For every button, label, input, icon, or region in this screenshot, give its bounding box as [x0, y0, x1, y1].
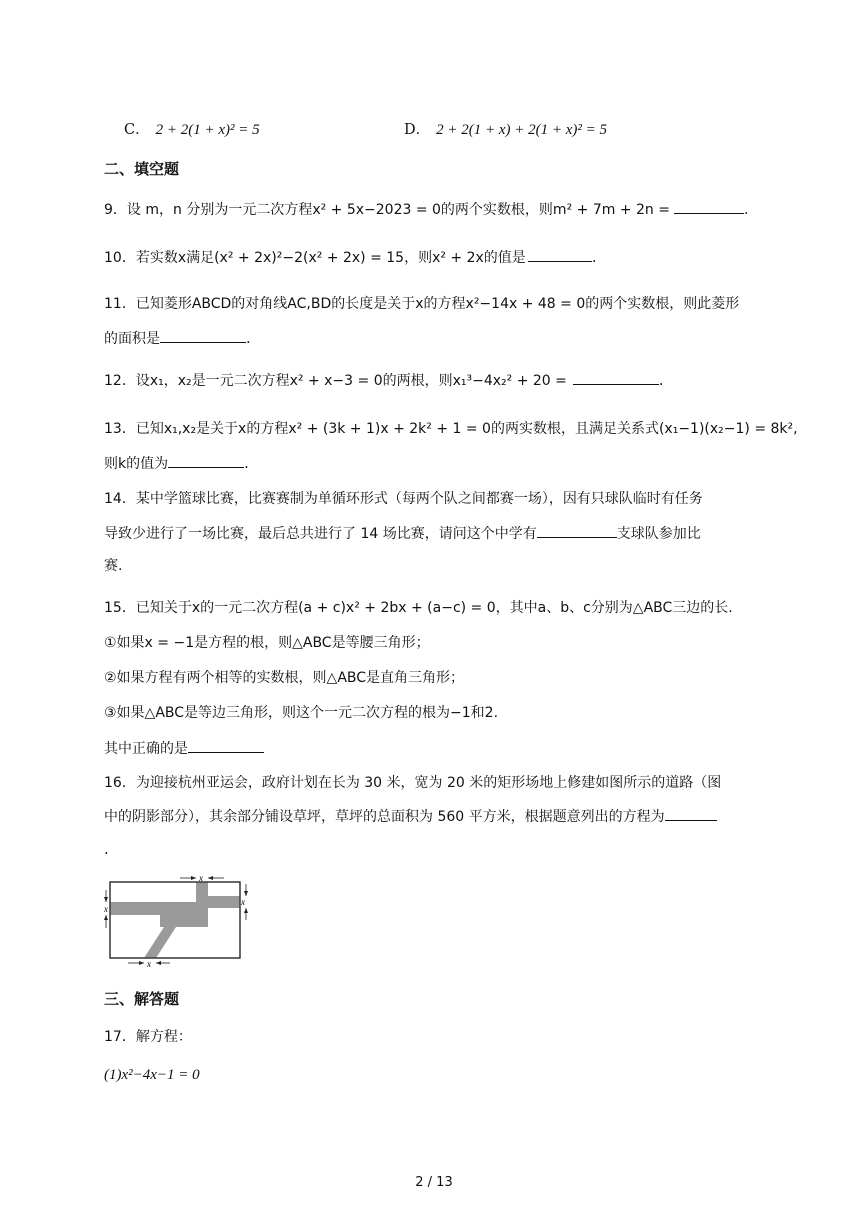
- question-10: 10．若实数x满足(x² + 2x)²−2(x² + 2x) = 15，则x² + 2x的值是 .: [104, 247, 596, 268]
- road-junction: [160, 915, 208, 927]
- question-17: [104, 1027, 192, 1047]
- answer-blank[interactable]: [168, 453, 244, 468]
- option-d: [404, 118, 607, 139]
- question-13: [104, 419, 798, 439]
- dim-label-left: x: [104, 904, 108, 914]
- dim-label-right: x: [241, 897, 245, 907]
- question-15-stmt2: [104, 668, 464, 688]
- option-d-label: D．: [404, 122, 431, 138]
- answer-blank[interactable]: [528, 247, 592, 262]
- question-13-line2: 则k的值为: [104, 456, 169, 472]
- answer-blank[interactable]: [160, 328, 246, 343]
- question-11-line2: 的面积是: [104, 331, 160, 347]
- option-c: [124, 118, 260, 139]
- dim-label-bottom: x: [147, 959, 151, 968]
- question-15-end: [104, 738, 264, 759]
- question-15-line1: 15．已知关于x的一元二次方程(a + c)x² + 2bx + (a−c) = 0，其中a、b、c分别为△ABC三边的长.: [104, 600, 733, 616]
- answer-blank[interactable]: [573, 370, 659, 385]
- statement-3: ③如果△ABC是等边三角形，则这个一元二次方程的根为−1和2.: [104, 705, 499, 721]
- question-15-stmt1: [104, 633, 430, 653]
- question-16: [104, 773, 721, 793]
- question-11-cont: 的面积是 .: [104, 328, 251, 349]
- question-12: 12．设x₁，x₂是一元二次方程x² + x−3 = 0的两根，则x₁³−4x₂² + 20 = .: [104, 370, 664, 391]
- question-17-part1-text: (1)x²−4x−1 = 0: [104, 1067, 200, 1083]
- question-16-end: [104, 840, 109, 860]
- question-16-line2: 中的阴影部分），其余部分铺设草坪，草坪的总面积为 560 平方米，根据题意列出的方程为: [104, 809, 665, 825]
- answer-blank[interactable]: [537, 523, 617, 538]
- question-14: [104, 489, 703, 509]
- question-16-line3: .: [104, 842, 109, 858]
- question-14-line2b: 支球队参加比: [616, 526, 701, 542]
- question-17-part1: [104, 1065, 200, 1085]
- question-11-line1: 11．已知菱形ABCD的对角线AC,BD的长度是关于x的方程x²−14x + 48 = 0的两个实数根，则此菱形: [104, 296, 740, 312]
- question-14-line1: 14．某中学篮球比赛，比赛赛制为单循环形式（每两个队之间都赛一场），因有只球队临时有任务: [104, 491, 703, 507]
- statement-1: ①如果x = −1是方程的根，则△ABC是等腰三角形；: [104, 635, 430, 651]
- question-9: 9．设 m，n 分别为一元二次方程x² + 5x−2023 = 0的两个实数根，则m² + 7m + 2n = ．: [104, 199, 758, 220]
- question-16-line1: 16．为迎接杭州亚运会，政府计划在长为 30 米，宽为 20 米的矩形场地上修建如图所示的道路（图: [104, 775, 722, 791]
- road-figure: [100, 872, 250, 972]
- question-11: [104, 294, 739, 314]
- answer-blank[interactable]: [674, 199, 744, 214]
- section-fill-blank: 二、填空题: [104, 160, 180, 178]
- option-d-text: 2 + 2(1 + x) + 2(1 + x)² = 5: [436, 122, 608, 138]
- question-17-text: 17．解方程：: [104, 1029, 192, 1045]
- question-14-line2a: 导致少进行了一场比赛，最后总共进行了 14 场比赛，请问这个中学有: [104, 526, 537, 542]
- question-15-stmt3: [104, 703, 498, 723]
- question-10-text: 10．若实数x满足(x² + 2x)²−2(x² + 2x) = 15，则x² + 2x的值是: [104, 250, 526, 266]
- page-number: 2 / 13: [415, 1175, 453, 1190]
- section-answer: 三、解答题: [104, 990, 180, 1008]
- answer-blank[interactable]: [665, 806, 717, 821]
- question-12-text: 12．设x₁，x₂是一元二次方程x² + x−3 = 0的两根，则x₁³−4x₂² + 20 =: [104, 373, 567, 389]
- answer-blank[interactable]: [188, 738, 264, 753]
- question-13-line1: 13．已知x₁,x₂是关于x的方程x² + (3k + 1)x + 2k² + 1 = 0的两实数根，且满足关系式(x₁−1)(x₂−1) = 8k²,: [104, 421, 798, 437]
- option-c-label: C．: [124, 122, 150, 138]
- road-diagram: [100, 872, 250, 968]
- question-16-cont: [104, 806, 717, 827]
- question-15-prompt: 其中正确的是: [104, 741, 188, 757]
- question-14-line3: 赛.: [104, 558, 123, 574]
- statement-2: ②如果方程有两个相等的实数根，则△ABC是直角三角形；: [104, 670, 465, 686]
- question-15: [104, 598, 733, 618]
- question-14-end: [104, 556, 122, 576]
- question-14-cont: [104, 523, 701, 544]
- dim-label-top: x: [199, 873, 203, 883]
- option-c-text: 2 + 2(1 + x)² = 5: [155, 122, 260, 138]
- question-9-text: 9．设 m，n 分别为一元二次方程x² + 5x−2023 = 0的两个实数根，则m² + 7m + 2n =: [104, 202, 670, 218]
- question-13-cont: 则k的值为 .: [104, 453, 249, 474]
